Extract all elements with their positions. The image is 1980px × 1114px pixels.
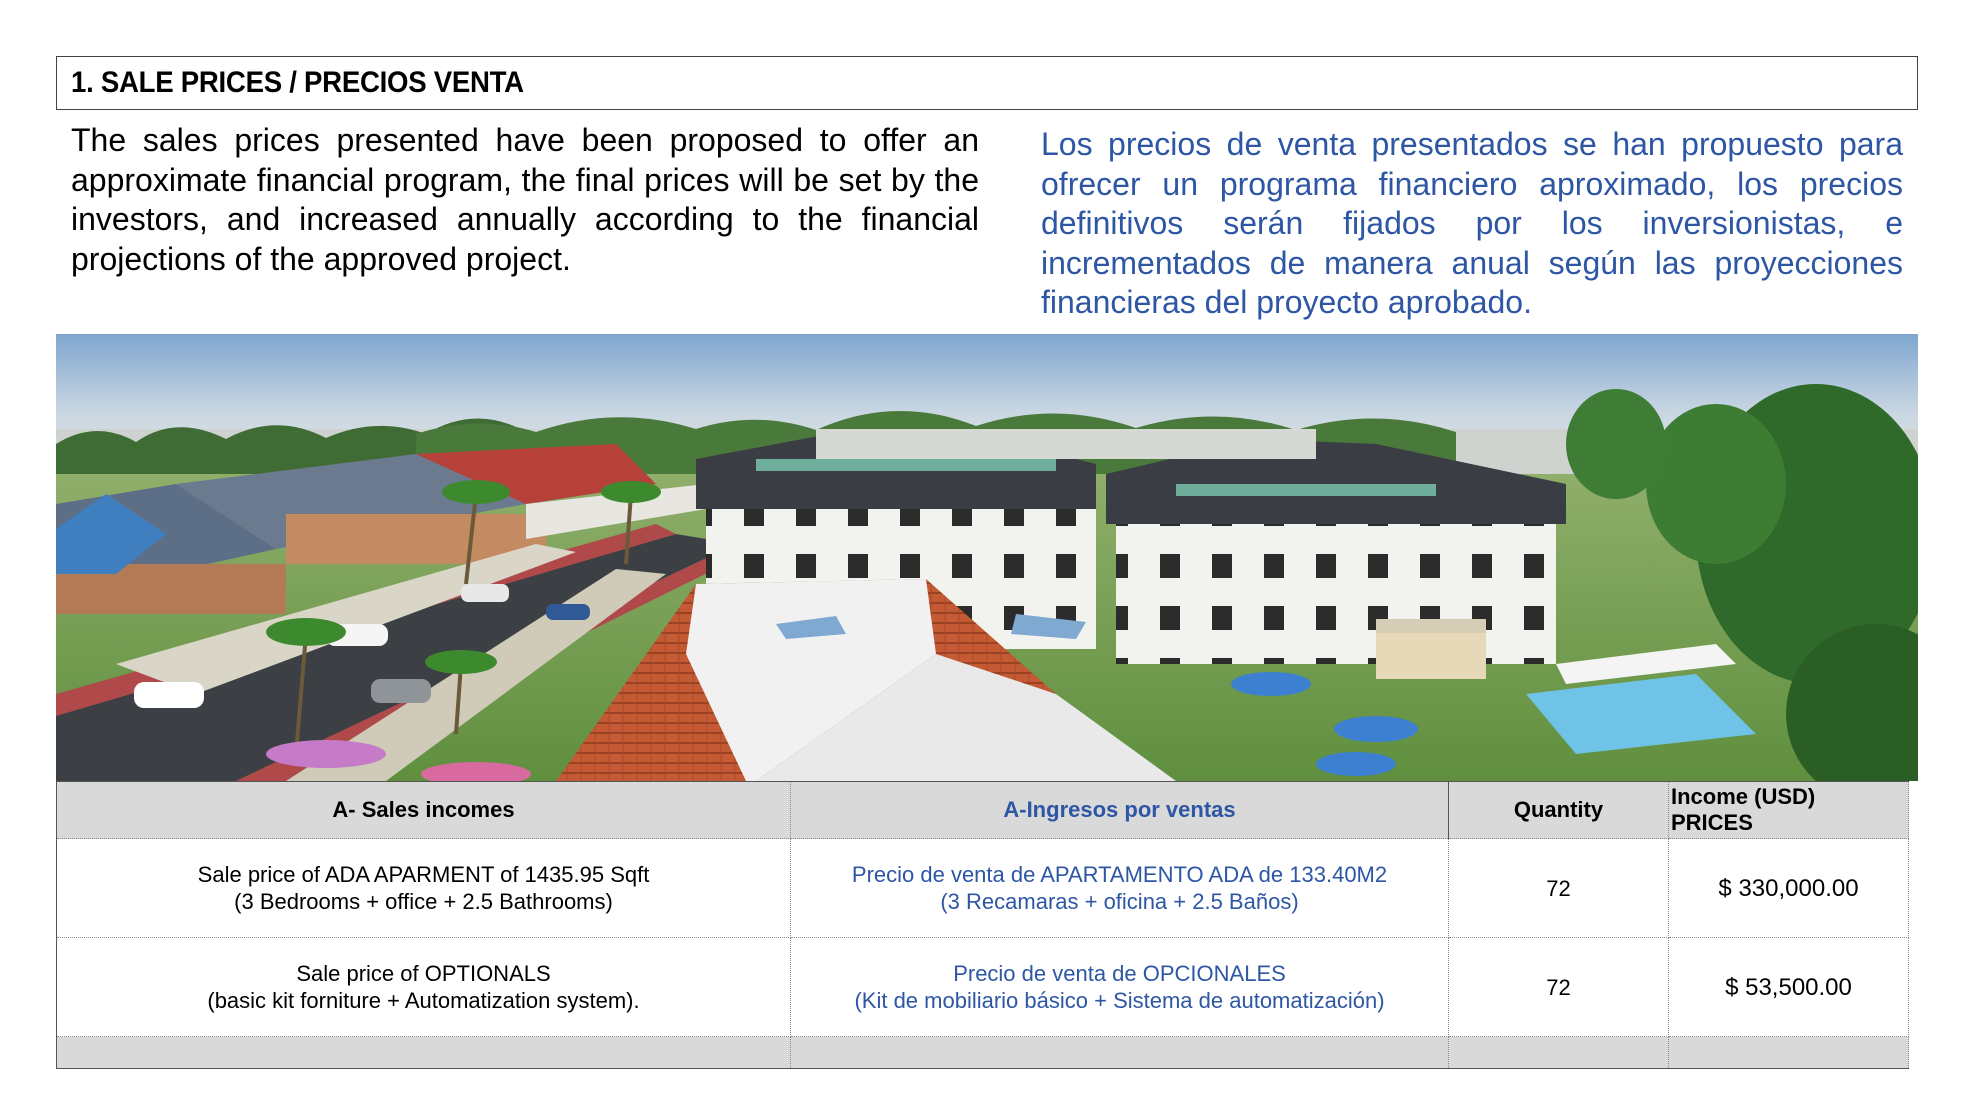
row-english-description [57,938,791,1037]
row-quantity: 72 [1449,938,1669,1037]
row-english-line2: (3 Bedrooms + office + 2.5 Bathrooms) [234,889,613,914]
header-income-line2: PRICES [1671,810,1753,835]
section-title: 1. SALE PRICES / PRECIOS VENTA [71,66,524,99]
row-quantity: 72 [1449,839,1669,938]
row-english-line1: Sale price of OPTIONALS [296,961,551,986]
footer-cell [57,1037,791,1069]
row-spanish-line2: (Kit de mobiliario básico + Sistema de automatización) [854,988,1385,1013]
aerial-rendering [56,334,1918,781]
header-quantity: Quantity [1449,782,1669,839]
table-row [57,839,1909,938]
sales-income-table [56,781,1909,1069]
row-spanish-description [791,938,1449,1037]
row-price: $ 53,500.00 [1669,938,1909,1037]
row-price: $ 330,000.00 [1669,839,1909,938]
table-footer-row [57,1037,1909,1069]
header-english: A- Sales incomes [57,782,791,839]
footer-cell [1669,1037,1909,1069]
row-spanish-line1: Precio de venta de OPCIONALES [953,961,1286,986]
row-spanish-description [791,839,1449,938]
row-spanish-line1: Precio de venta de APARTAMENTO ADA de 133.40M2 [851,862,1388,887]
section-title-box [56,56,1918,110]
footer-cell [791,1037,1449,1069]
header-spanish: A-Ingresos por ventas [791,782,1449,839]
header-income [1669,782,1909,839]
row-english-line2: (basic kit forniture + Automatization system). [207,988,640,1013]
footer-cell [1449,1037,1669,1069]
intro-spanish: Los precios de venta presentados se han propuesto para ofrecer un programa financiero aproximado, los precios definitivos serán fijados por los inversionistas, e incrementados de manera anual según las proyecciones financieras del proyecto aprobado. [1041,126,1903,320]
header-income-line1: Income (USD) [1671,784,1816,809]
intro-english: The sales prices presented have been proposed to offer an approximate financial program, the final prices will be set by the investors, and increased annually according to the financial projections of the approved project. [71,122,979,277]
table-row [57,938,1909,1037]
row-english-description [57,839,791,938]
row-spanish-line2: (3 Recamaras + oficina + 2.5 Baños) [940,889,1299,914]
project-rendering-image [56,334,1918,781]
row-english-line1: Sale price of ADA APARMENT of 1435.95 Sqft [197,862,650,887]
table-header-row [57,782,1909,839]
